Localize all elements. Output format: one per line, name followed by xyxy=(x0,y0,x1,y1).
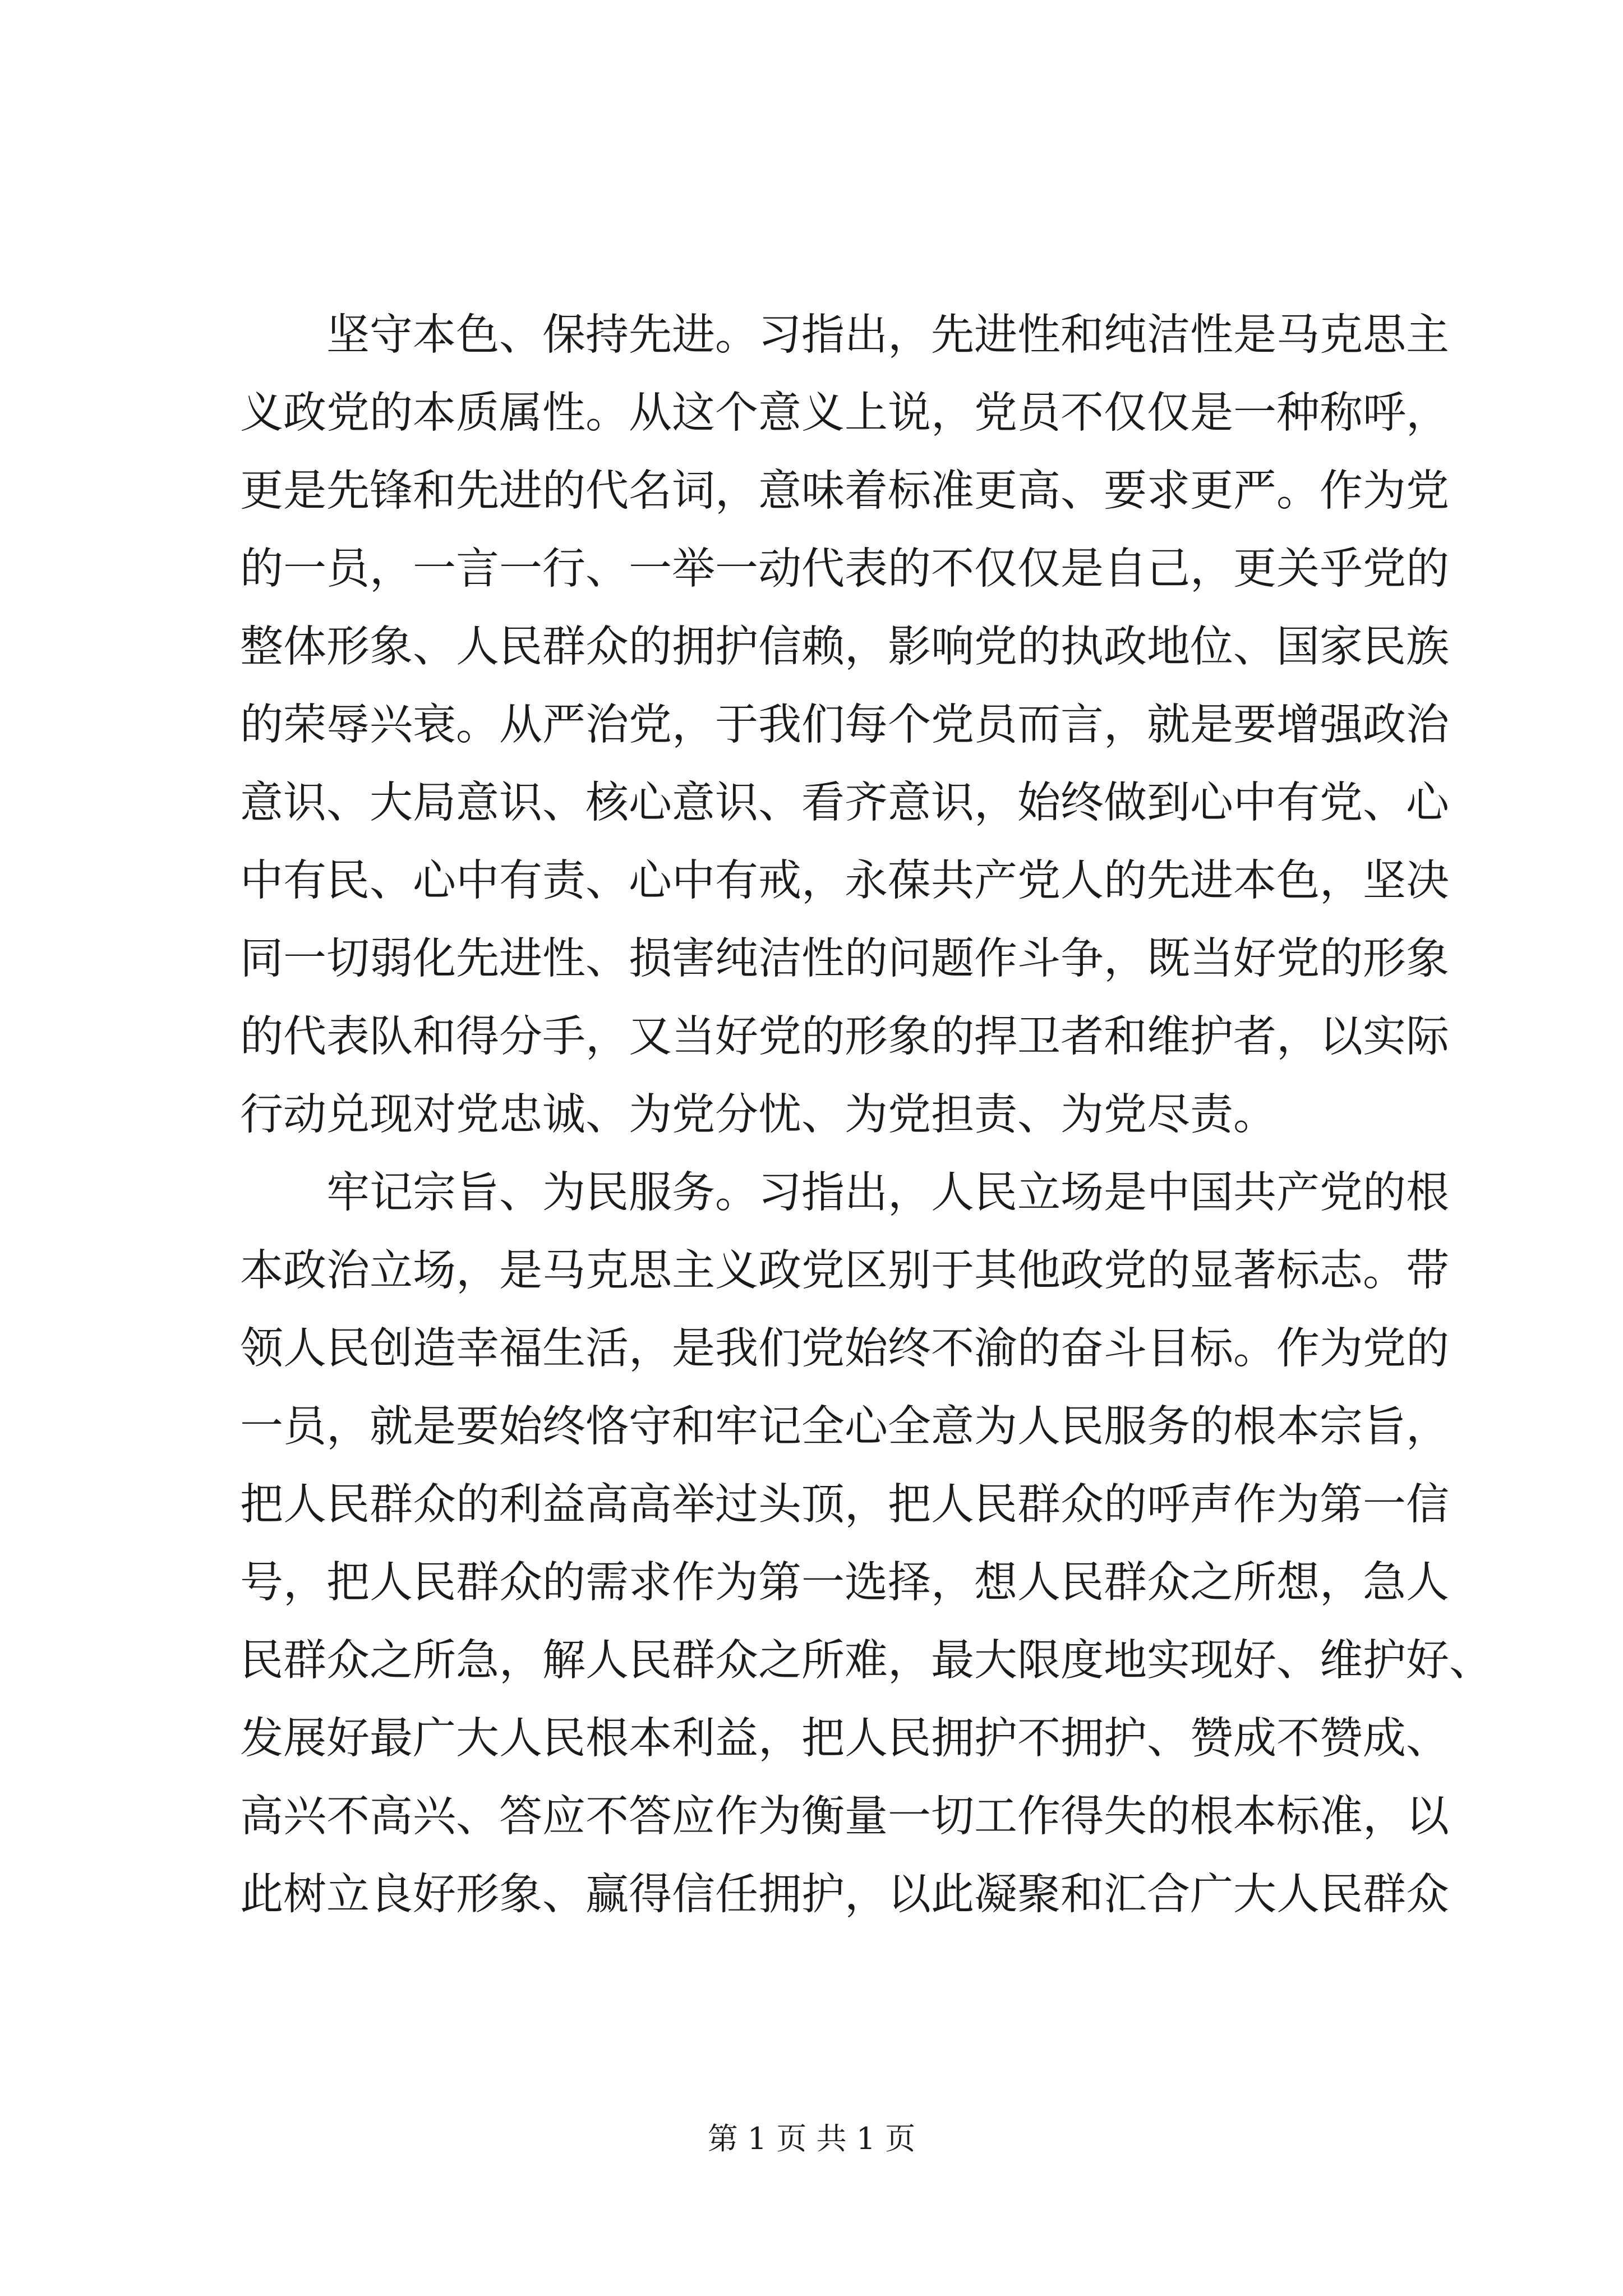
paragraph-line: 同一切弱化先进性、损害纯洁性的问题作斗争，既当好党的形象 xyxy=(240,934,1449,984)
paragraph-line: 的荣辱兴衰。从严治党，于我们每个党员而言，就是要增强政治 xyxy=(240,700,1449,750)
paragraph-line: 此树立良好形象、赢得信任拥护，以此凝聚和汇合广大人民群众 xyxy=(240,1870,1449,1920)
paragraph-line: 高兴不高兴、答应不答应作为衡量一切工作得失的根本标准，以 xyxy=(240,1792,1449,1842)
paragraph-line: 的代表队和得分手，又当好党的形象的捍卫者和维护者，以实际 xyxy=(240,1012,1449,1062)
paragraph-line: 更是先锋和先进的代名词，意味着标准更高、要求更严。作为党 xyxy=(240,466,1449,516)
paragraph-line: 行动兑现对党忠诚、为党分忧、为党担责、为党尽责。 xyxy=(240,1090,1276,1140)
page-footer: 第 1 页 共 1 页 xyxy=(707,2121,916,2156)
paragraph-line: 民群众之所急，解人民群众之所难，最大限度地实现好、维护好、 xyxy=(240,1636,1492,1686)
paragraph-line: 发展好最广大人民根本利益，把人民拥护不拥护、赞成不赞成、 xyxy=(240,1714,1449,1764)
paragraph-line: 中有民、心中有责、心中有戒，永葆共产党人的先进本色，坚决 xyxy=(240,856,1449,906)
paragraph-1 xyxy=(240,296,1449,1154)
document-body xyxy=(240,296,1492,1934)
paragraph-2 xyxy=(240,1154,1492,1934)
paragraph-line: 号，把人民群众的需求作为第一选择，想人民群众之所想，急人 xyxy=(240,1558,1449,1608)
paragraph-line: 意识、大局意识、核心意识、看齐意识，始终做到心中有党、心 xyxy=(240,778,1449,828)
paragraph-line: 把人民群众的利益高高举过头顶，把人民群众的呼声作为第一信 xyxy=(240,1480,1449,1530)
paragraph-line: 的一员，一言一行、一举一动代表的不仅仅是自己，更关乎党的 xyxy=(240,544,1449,594)
paragraph-line: 坚守本色、保持先进。习指出，先进性和纯洁性是马克思主 xyxy=(326,310,1449,360)
paragraph-line: 义政党的本质属性。从这个意义上说，党员不仅仅是一种称呼， xyxy=(240,388,1449,438)
paragraph-line: 整体形象、人民群众的拥护信赖，影响党的执政地位、国家民族 xyxy=(240,622,1449,672)
paragraph-line: 牢记宗旨、为民服务。习指出，人民立场是中国共产党的根 xyxy=(326,1168,1449,1218)
paragraph-line: 一员，就是要始终恪守和牢记全心全意为人民服务的根本宗旨， xyxy=(240,1402,1449,1452)
paragraph-line: 领人民创造幸福生活，是我们党始终不渝的奋斗目标。作为党的 xyxy=(240,1324,1449,1374)
paragraph-line: 本政治立场，是马克思主义政党区别于其他政党的显著标志。带 xyxy=(240,1246,1449,1296)
